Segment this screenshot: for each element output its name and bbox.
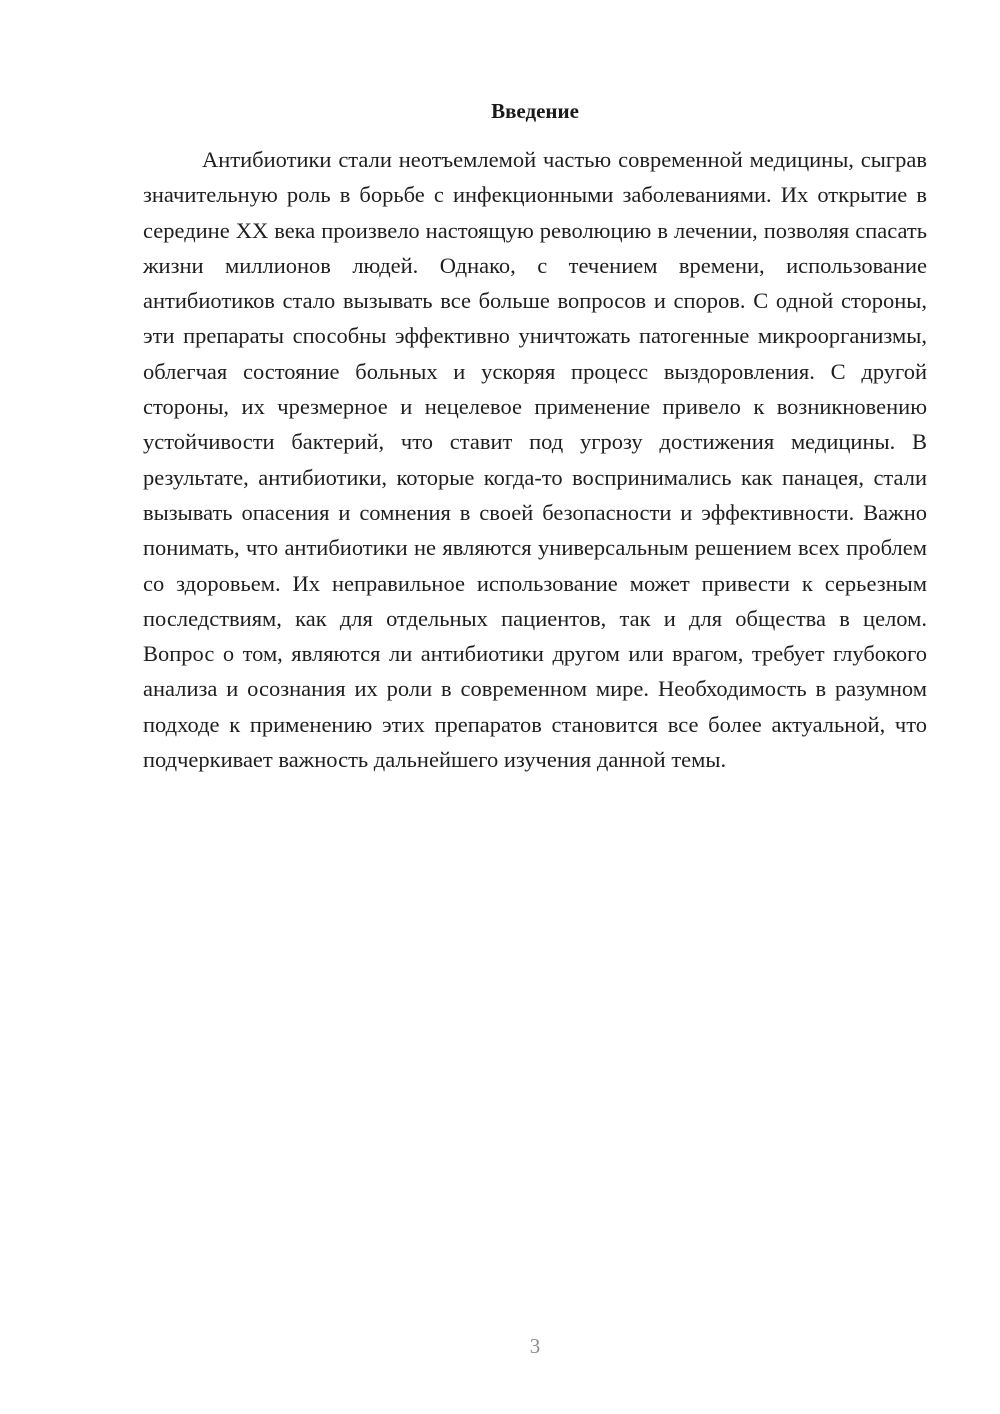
- page-number: 3: [529, 1334, 541, 1358]
- body-paragraph: Антибиотики стали неотъемлемой частью современной медицины, сыграв значительную роль в борьбе с инфекционными заболеваниями. Их открытие в середине XX века произвело настоящую революцию в лечении, позволяя спасать жизни миллионов людей. Однако, с течением времени, использование антибиотиков стало вызывать все больше вопросов и споров. С одной стороны, эти препараты способны эффективно уничтожать патогенные микроорганизмы, облегчая состояние больных и ускоряя процесс выздоровления. С другой стороны, их чрезмерное и нецелевое применение привело к возникновению устойчивости бактерий, что ставит под угрозу достижения медицины. В результате, антибиотики, которые когда-то воспринимались как панацея, стали вызывать опасения и сомнения в своей безопасности и эффективности. Важно понимать, что антибиотики не являются универсальным решением всех проблем со здоровьем. Их неправильное использование может привести к серьезным последствиям, как для отдельных пациентов, так и для общества в целом. Вопрос о том, являются ли антибиотики другом или врагом, требует глубокого анализа и осознания их роли в современном мире. Необходимость в разумном подходе к применению этих препаратов становится все более актуальной, что подчеркивает важность дальнейшего изучения данной темы.: [143, 147, 927, 773]
- section-heading: Введение: [491, 99, 579, 123]
